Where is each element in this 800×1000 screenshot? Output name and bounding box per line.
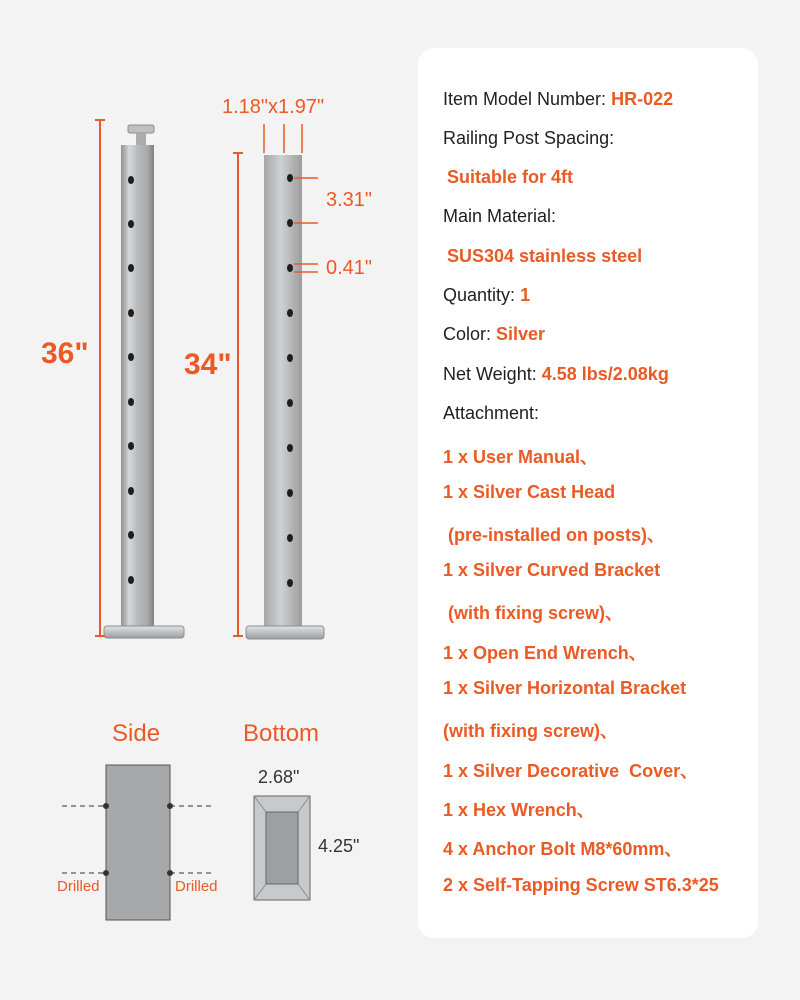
base-length-label: 4.25" <box>318 836 360 856</box>
spec-quantity-value: 1 <box>520 285 531 305</box>
spec-color-label: Color: <box>443 324 492 344</box>
spec-model-label: Item Model Number: <box>443 89 607 109</box>
post-with-head <box>95 120 184 638</box>
attachment-item: (pre-installed on posts)、 <box>443 525 666 545</box>
drilled-left-label: Drilled <box>57 878 100 895</box>
post-without-head <box>233 124 324 639</box>
attachment-item: 1 x User Manual、 <box>443 447 599 467</box>
cross-section-label: 1.18"x1.97" <box>222 96 325 118</box>
base-width-label: 2.68" <box>258 767 300 787</box>
spec-model-value: HR-022 <box>611 89 674 109</box>
attachment-item: 1 x Open End Wrench、 <box>443 643 647 663</box>
attachment-item: 1 x Silver Horizontal Bracket <box>443 678 687 698</box>
attachment-item: 2 x Self-Tapping Screw ST6.3*25 <box>443 875 719 895</box>
side-view <box>62 765 214 920</box>
base-plate-2 <box>246 626 324 639</box>
spec-material-value: SUS304 stainless steel <box>447 246 643 266</box>
post-height-dimension-line <box>233 153 243 636</box>
side-view-label: Side <box>112 720 161 747</box>
attachment-item: 1 x Hex Wrench、 <box>443 800 595 820</box>
spec-weight <box>443 364 669 385</box>
spec-weight-value: 4.58 lbs/2.08kg <box>541 364 669 384</box>
spec-spacing-value: Suitable for 4ft <box>447 167 574 187</box>
hole-spacing-label: 3.31" <box>326 189 373 211</box>
post-body-1 <box>121 145 154 628</box>
base-plate-1 <box>104 626 184 638</box>
total-height-label: 36" <box>41 337 89 370</box>
post-body-2 <box>264 155 302 631</box>
attachment-item: 1 x Silver Curved Bracket <box>443 560 661 580</box>
spec-spacing-label: Railing Post Spacing: <box>443 128 615 148</box>
spec-material-label: Main Material: <box>443 206 557 226</box>
attachment-item: (with fixing screw)、 <box>443 721 619 741</box>
spec-color <box>443 324 545 345</box>
total-height-dimension-line <box>95 120 105 636</box>
spec-weight-label: Net Weight: <box>443 364 537 384</box>
side-view-body <box>106 765 170 920</box>
spec-quantity-label: Quantity: <box>443 285 516 305</box>
spec-color-value: Silver <box>496 324 546 344</box>
attachment-item: 1 x Silver Decorative Cover、 <box>443 761 699 781</box>
bottom-view <box>254 796 310 900</box>
cast-head-neck <box>136 133 146 145</box>
bottom-plate-inner <box>266 812 298 884</box>
hole-diameter-label: 0.41" <box>326 257 373 279</box>
spec-quantity <box>443 285 530 306</box>
attachment-item: 1 x Silver Cast Head <box>443 482 616 502</box>
attachment-item: (with fixing screw)、 <box>443 603 624 623</box>
drilled-right-label: Drilled <box>175 878 218 895</box>
spec-attachment-label: Attachment: <box>443 403 540 423</box>
cast-head-top <box>128 125 154 133</box>
cross-section-ticks <box>264 124 302 153</box>
spec-model <box>443 89 673 110</box>
post-height-label: 34" <box>184 348 232 381</box>
attachment-item: 4 x Anchor Bolt M8*60mm、 <box>443 839 683 859</box>
bottom-view-label: Bottom <box>243 720 320 747</box>
